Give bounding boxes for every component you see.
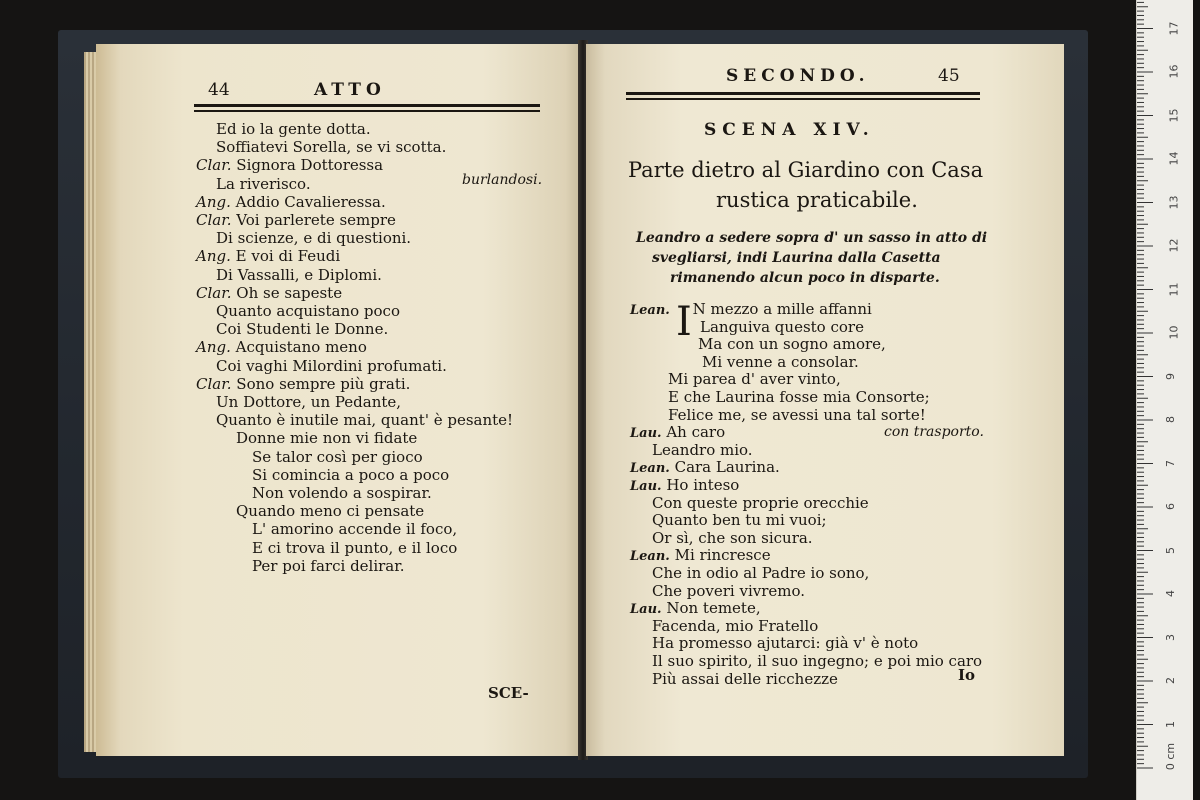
ruler-label: 15 bbox=[1167, 108, 1181, 122]
ruler-label: 14 bbox=[1167, 151, 1181, 166]
right-page-number: 45 bbox=[938, 66, 960, 86]
scene-heading: SCENA XIV. bbox=[704, 120, 875, 140]
ruler-label: 11 bbox=[1167, 282, 1181, 296]
ruler-label: 0 cm bbox=[1164, 742, 1178, 771]
right-page bbox=[586, 44, 1064, 756]
verse-text: Che in odio al Padre io sono, bbox=[652, 564, 870, 582]
verse-text: Leandro mio. bbox=[652, 440, 753, 459]
verse-line bbox=[236, 429, 417, 447]
left-running-head: ATTO bbox=[314, 80, 386, 100]
verse-line bbox=[252, 557, 405, 575]
right-catchword: Io bbox=[958, 666, 976, 684]
verse-line bbox=[668, 370, 841, 388]
right-running-head: SECONDO. bbox=[726, 66, 870, 86]
measuring-ruler bbox=[1136, 0, 1193, 800]
speaker-label: Ang. bbox=[196, 338, 231, 357]
ruler-label: 16 bbox=[1167, 64, 1181, 79]
setting-line-2: rustica praticabile. bbox=[716, 188, 918, 212]
speaker-label: Lean. bbox=[630, 461, 670, 477]
verse-line bbox=[652, 511, 827, 529]
verse-line bbox=[216, 138, 446, 156]
verse-text: Ma con un sogno amore, bbox=[698, 335, 886, 354]
direction-line-1: Leandro a sedere sopra d' un sasso in atto di bbox=[636, 230, 988, 246]
verse-line bbox=[668, 388, 930, 406]
verse-text: Con queste proprie orecchie bbox=[652, 493, 869, 512]
ruler-label: 2 bbox=[1164, 677, 1177, 684]
verse-line bbox=[652, 494, 869, 512]
speaker-label: Ang. bbox=[196, 192, 231, 211]
speaker-label: Lean. bbox=[630, 549, 670, 565]
verse-line bbox=[236, 502, 424, 520]
verse-line bbox=[698, 335, 886, 353]
verse-line bbox=[196, 338, 367, 356]
setting-line-1: Parte dietro al Giardino con Casa bbox=[628, 158, 984, 182]
verse-text: Quando meno ci pensate bbox=[236, 502, 425, 521]
verse-text: Addio Cavalieressa. bbox=[235, 192, 386, 211]
verse-text: Il suo spirito, il suo ingegno; e poi mio caro bbox=[652, 652, 983, 670]
verse-text: Signora Dottoressa bbox=[236, 156, 384, 175]
verse-line bbox=[216, 266, 382, 284]
verse-text: Sono sempre più grati. bbox=[236, 374, 411, 393]
header-rule-thin bbox=[194, 110, 540, 112]
verse-line bbox=[196, 193, 386, 211]
verse-text: Or sì, che son sicura. bbox=[652, 528, 813, 547]
verse-text: Quanto acquistano poco bbox=[216, 302, 400, 320]
speaker-label: Lean. bbox=[630, 303, 670, 318]
ruler-label: 17 bbox=[1167, 21, 1181, 35]
verse-line bbox=[652, 652, 982, 670]
ruler-label: 12 bbox=[1167, 238, 1181, 253]
verse-line bbox=[700, 318, 864, 336]
verse-line bbox=[196, 375, 410, 393]
left-page bbox=[96, 44, 580, 756]
verse-line bbox=[196, 211, 396, 229]
header-rule-thin bbox=[626, 98, 980, 100]
verse-line bbox=[216, 357, 447, 375]
verse-text: Languiva questo core bbox=[700, 317, 864, 336]
verse-text: La riverisco. bbox=[216, 174, 311, 193]
verse-text: E ci trova il punto, e il loco bbox=[252, 538, 458, 557]
verse-line bbox=[652, 529, 813, 547]
verse-line bbox=[252, 448, 423, 466]
verse-text: Ah caro bbox=[666, 423, 726, 442]
speaker-label: Ang. bbox=[196, 247, 231, 266]
speaker-label: Lau. bbox=[630, 602, 662, 618]
header-rule bbox=[626, 92, 980, 95]
verse-line bbox=[652, 670, 838, 688]
left-catchword: SCE- bbox=[488, 684, 529, 702]
verse-line bbox=[652, 564, 869, 582]
verse-line bbox=[652, 634, 918, 652]
direction-line-2: svegliarsi, indi Laurina dalla Casetta bbox=[652, 250, 941, 266]
speaker-label: Clar. bbox=[196, 374, 232, 393]
verse-line bbox=[652, 582, 805, 600]
verse-text: Di scienze, e di questioni. bbox=[216, 229, 412, 248]
verse-line bbox=[196, 284, 342, 302]
ruler-label: 6 bbox=[1164, 503, 1177, 510]
ruler-label: 7 bbox=[1164, 459, 1177, 467]
verse-text: Voi parlerete sempre bbox=[236, 211, 396, 229]
verse-text: Mi rincresce bbox=[674, 546, 771, 565]
verse-text: Donne mie non vi fidate bbox=[236, 429, 418, 448]
verse-text: Si comincia a poco a poco bbox=[252, 465, 450, 484]
verse-text: Felice me, se avessi una tal sorte! bbox=[668, 405, 926, 424]
direction-line-3: rimanendo alcun poco in disparte. bbox=[670, 270, 940, 286]
verse-line bbox=[652, 441, 753, 459]
ruler-label: 8 bbox=[1164, 416, 1177, 423]
verse-line bbox=[216, 411, 513, 429]
verse-line bbox=[252, 520, 457, 538]
verse-text: N mezzo a mille affanni bbox=[692, 300, 872, 318]
ruler-label: 9 bbox=[1164, 372, 1177, 380]
speaker-label: Clar. bbox=[196, 283, 232, 302]
speaker-label: Lau. bbox=[630, 479, 662, 494]
verse-text: Mi parea d' aver vinto, bbox=[668, 370, 841, 389]
left-page-number: 44 bbox=[208, 80, 230, 100]
verse-line bbox=[252, 539, 457, 557]
ruler-label: 4 bbox=[1164, 590, 1177, 597]
ruler-label: 3 bbox=[1164, 633, 1177, 641]
speaker-label: Clar. bbox=[196, 211, 232, 229]
verse-text: Coi vaghi Milordini profumati. bbox=[216, 356, 447, 375]
verse-text: Mi venne a consolar. bbox=[702, 352, 859, 371]
verse-line bbox=[702, 353, 859, 371]
verse-line bbox=[668, 406, 926, 424]
verse-text: Un Dottore, un Pedante, bbox=[216, 393, 402, 411]
ruler-label: 10 bbox=[1167, 325, 1181, 340]
verse-text: E voi di Feudi bbox=[235, 247, 341, 266]
verse-text: Quanto ben tu mi vuoi; bbox=[652, 511, 827, 530]
verse-text: Più assai delle ricchezze bbox=[652, 669, 838, 688]
verse-text: Non volendo a sospirar. bbox=[252, 484, 432, 502]
verse-text: Ha promesso ajutarci: già v' è noto bbox=[652, 634, 919, 653]
ruler-label: 5 bbox=[1164, 546, 1177, 554]
verse-text: Facenda, mio Fratello bbox=[652, 616, 819, 635]
verse-line bbox=[252, 466, 449, 484]
verse-text: Ed io la gente dotta. bbox=[216, 120, 371, 138]
verse-text: E che Laurina fosse mia Consorte; bbox=[668, 388, 930, 406]
verse-line bbox=[252, 484, 432, 502]
verse-text: L' amorino accende il foco, bbox=[252, 520, 458, 539]
verse-text: Se talor così per gioco bbox=[252, 447, 423, 466]
right-stage-note: con trasporto. bbox=[884, 424, 984, 440]
verse-line bbox=[196, 247, 340, 265]
speaker-label: Lau. bbox=[630, 426, 662, 442]
verse-text: Che poveri vivremo. bbox=[652, 581, 806, 600]
verse-text: Coi Studenti le Donne. bbox=[216, 320, 389, 339]
verse-line bbox=[196, 156, 383, 174]
header-rule bbox=[194, 104, 540, 107]
speaker-label: Clar. bbox=[196, 156, 232, 175]
verse-text: Quanto è inutile mai, quant' è pesante! bbox=[216, 411, 514, 430]
verse-text: Per poi farci delirar. bbox=[252, 556, 405, 575]
ruler-label: 13 bbox=[1167, 195, 1181, 209]
verse-text: Oh se sapeste bbox=[236, 283, 343, 302]
left-stage-note: burlandosi. bbox=[462, 172, 543, 188]
drop-cap: I bbox=[676, 299, 692, 345]
verse-line bbox=[216, 120, 371, 138]
verse-text: Non temete, bbox=[666, 599, 761, 618]
ruler-label: 1 bbox=[1164, 720, 1177, 728]
verse-line bbox=[216, 175, 311, 193]
verse-line bbox=[216, 393, 401, 411]
verse-line bbox=[216, 229, 411, 247]
verse-line bbox=[216, 320, 388, 338]
verse-line bbox=[652, 617, 818, 635]
verse-text: Di Vassalli, e Diplomi. bbox=[216, 265, 382, 284]
verse-text: Soffiatevi Sorella, se vi scotta. bbox=[216, 138, 447, 157]
verse-line bbox=[216, 302, 400, 320]
verse-text: Ho inteso bbox=[666, 476, 740, 494]
verse-text: Cara Laurina. bbox=[674, 458, 780, 477]
verse-text: Acquistano meno bbox=[235, 338, 367, 357]
